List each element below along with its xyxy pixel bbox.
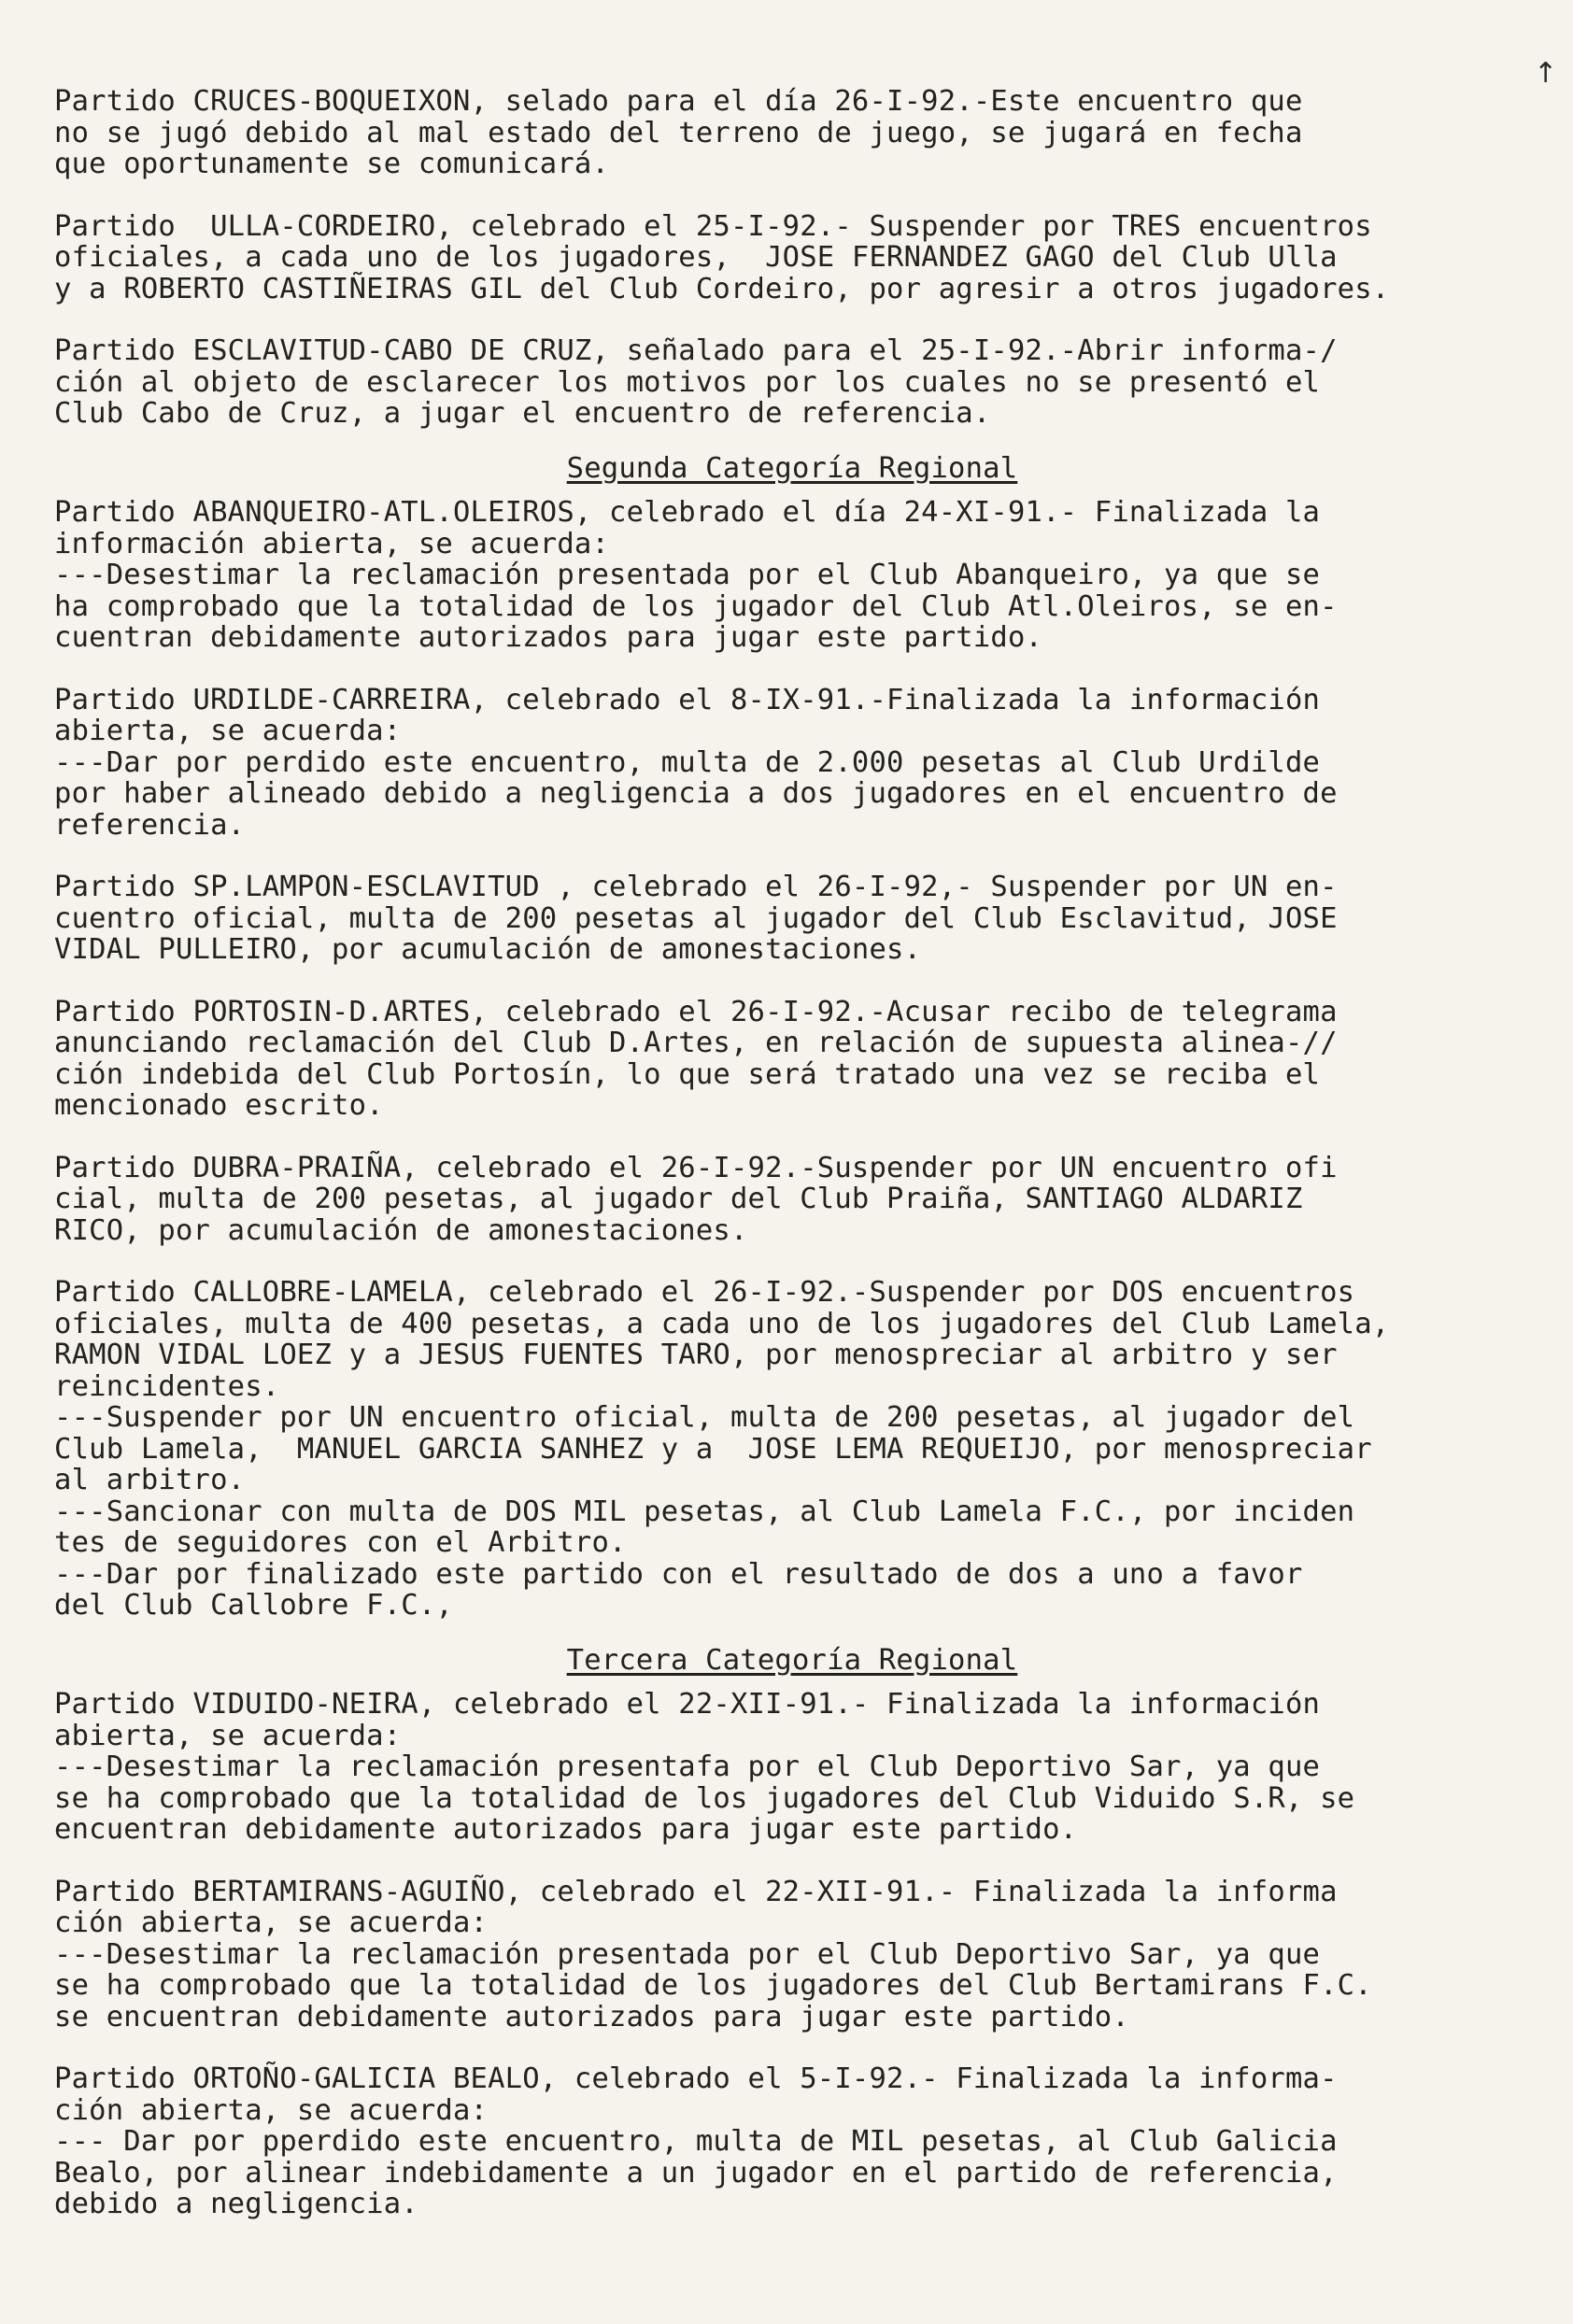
text-line: referencia. bbox=[54, 808, 246, 842]
text-line: Partido PORTOSIN-D.ARTES, celebrado el 26-I-92.-Acusar recibo de telegrama bbox=[54, 995, 1338, 1028]
text-line: Partido ABANQUEIRO-ATL.OLEIROS, celebrado el día 24-XI-91.- Finalizada la bbox=[54, 496, 1321, 529]
paragraph bbox=[54, 335, 1530, 430]
text-line: al arbitro. bbox=[54, 1464, 246, 1496]
text-line: ción al objeto de esclarecer los motivos por los cuales no se presentó el bbox=[54, 365, 1321, 399]
text-line: y a ROBERTO CASTIÑEIRAS GIL del Club Cordeiro, por agresir a otros jugadores. bbox=[54, 272, 1390, 305]
paragraph bbox=[54, 997, 1530, 1122]
paragraph bbox=[54, 1689, 1530, 1846]
text-line: RICO, por acumulación de amonestaciones. bbox=[54, 1213, 748, 1247]
text-line: tes de seguidores con el Arbitro. bbox=[54, 1526, 627, 1559]
document-body bbox=[54, 86, 1530, 2251]
text-line: ción abierta, se acuerda: bbox=[54, 2093, 489, 2127]
text-line: Partido ORTOÑO-GALICIA BEALO, celebrado el 5-I-92.- Finalizada la informa- bbox=[54, 2062, 1338, 2095]
text-line: reincidentes. bbox=[54, 1369, 280, 1403]
text-line: Partido BERTAMIRANS-AGUIÑO, celebrado el 22-XII-91.- Finalizada la informa bbox=[54, 1875, 1338, 1908]
text-line: Club Lamela, MANUEL GARCIA SANHEZ y a JOSE LEMA REQUEIJO, por menospreciar bbox=[54, 1432, 1372, 1466]
text-line: Partido ESCLAVITUD-CABO DE CRUZ, señalado para el 25-I-92.-Abrir informa-/ bbox=[54, 334, 1338, 367]
paragraph bbox=[54, 86, 1530, 180]
text-line: Partido CALLOBRE-LAMELA, celebrado el 26-I-92.-Suspender por DOS encuentros bbox=[54, 1276, 1355, 1309]
text-line: se encuentran debidamente autorizados para jugar este partido. bbox=[54, 2000, 1129, 2034]
text-line: Club Cabo de Cruz, a jugar el encuentro de referencia. bbox=[54, 397, 991, 430]
text-line: abierta, se acuerda: bbox=[54, 715, 402, 747]
text-line: del Club Callobre F.C., bbox=[54, 1589, 453, 1622]
text-line: Partido URDILDE-CARREIRA, celebrado el 8-IX-91.-Finalizada la información bbox=[54, 683, 1321, 716]
text-line: ---Desestimar la reclamación presentafa por el Club Deportivo Sar, ya que bbox=[54, 1750, 1321, 1783]
paragraph bbox=[54, 872, 1530, 966]
paragraph bbox=[54, 1277, 1530, 1622]
text-line: --- Dar por pperdido este encuentro, multa de MIL pesetas, al Club Galicia bbox=[54, 2125, 1338, 2158]
margin-arrow-mark: ↑ bbox=[1534, 57, 1558, 90]
text-line: cial, multa de 200 pesetas, al jugador del Club Praiña, SANTIAGO ALDARIZ bbox=[54, 1183, 1303, 1215]
text-line: Bealo, por alinear indebidamente a un jugador en el partido de referencia, bbox=[54, 2156, 1338, 2189]
text-line: ción indebida del Club Portosín, lo que será tratado una vez se reciba el bbox=[54, 1057, 1321, 1091]
text-line: ---Sancionar con multa de DOS MIL pesetas, al Club Lamela F.C., por inciden bbox=[54, 1495, 1355, 1528]
text-line: que oportunamente se comunicará. bbox=[54, 148, 610, 180]
text-line: Partido CRUCES-BOQUEIXON, selado para el día 26-I-92.-Este encuentro que bbox=[54, 85, 1303, 118]
text-line: ---Dar por perdido este encuentro, multa de 2.000 pesetas al Club Urdilde bbox=[54, 745, 1321, 779]
text-line: debido a negligencia. bbox=[54, 2188, 418, 2220]
text-line: ---Dar por finalizado este partido con el resultado de dos a uno a favor bbox=[54, 1557, 1303, 1591]
section-heading bbox=[54, 453, 1530, 485]
paragraph bbox=[54, 1877, 1530, 2034]
text-line: mencionado escrito. bbox=[54, 1089, 384, 1122]
text-line: Partido VIDUIDO-NEIRA, celebrado el 22-XII-91.- Finalizada la información bbox=[54, 1688, 1321, 1721]
text-line: información abierta, se acuerda: bbox=[54, 527, 610, 560]
paragraph bbox=[54, 1153, 1530, 1247]
text-line: RAMON VIDAL LOEZ y a JESUS FUENTES TARO, por menospreciar al arbitro y ser bbox=[54, 1339, 1338, 1371]
section-heading-text: Segunda Categoría Regional bbox=[566, 451, 1018, 485]
text-line: VIDAL PULLEIRO, por acumulación de amonestaciones. bbox=[54, 933, 922, 966]
text-line: cuentran debidamente autorizados para jugar este partido. bbox=[54, 621, 1043, 654]
paragraph bbox=[54, 497, 1530, 654]
section-heading-text: Tercera Categoría Regional bbox=[566, 1643, 1018, 1677]
section-heading bbox=[54, 1645, 1530, 1677]
text-line: Partido ULLA-CORDEIRO, celebrado el 25-I-92.- Suspender por TRES encuentros bbox=[54, 209, 1372, 243]
text-line: no se jugó debido al mal estado del terreno de juego, se jugará en fecha bbox=[54, 116, 1303, 149]
paragraph bbox=[54, 685, 1530, 842]
text-line: oficiales, a cada uno de los jugadores, JOSE FERNANDEZ GAGO del Club Ulla bbox=[54, 241, 1338, 274]
text-line: cuentro oficial, multa de 200 pesetas al jugador del Club Esclavitud, JOSE bbox=[54, 901, 1338, 935]
text-line: se ha comprobado que la totalidad de los jugadores del Club Bertamirans F.C. bbox=[54, 1969, 1372, 2002]
text-line: anunciando reclamación del Club D.Artes, en relación de supuesta alinea-// bbox=[54, 1027, 1338, 1059]
text-line: ---Suspender por UN encuentro oficial, multa de 200 pesetas, al jugador del bbox=[54, 1401, 1355, 1434]
text-line: ---Desestimar la reclamación presentada por el Club Abanqueiro, ya que se bbox=[54, 559, 1321, 591]
text-line: se ha comprobado que la totalidad de los jugadores del Club Viduido S.R, se bbox=[54, 1781, 1355, 1815]
paragraph bbox=[54, 2063, 1530, 2220]
text-line: Partido DUBRA-PRAIÑA, celebrado el 26-I-92.-Suspender por UN encuentro ofi bbox=[54, 1151, 1338, 1184]
text-line: oficiales, multa de 400 pesetas, a cada uno de los jugadores del Club Lamela, bbox=[54, 1307, 1390, 1340]
text-line: abierta, se acuerda: bbox=[54, 1719, 402, 1752]
text-line: ---Desestimar la reclamación presentada por el Club Deportivo Sar, ya que bbox=[54, 1937, 1321, 1971]
text-line: encuentran debidamente autorizados para jugar este partido. bbox=[54, 1813, 1078, 1846]
text-line: Partido SP.LAMPON-ESCLAVITUD , celebrado el 26-I-92,- Suspender por UN en- bbox=[54, 871, 1338, 903]
text-line: ha comprobado que la totalidad de los jugador del Club Atl.Oleiros, se en- bbox=[54, 589, 1338, 623]
paragraph bbox=[54, 211, 1530, 305]
text-line: por haber alineado debido a negligencia a dos jugadores en el encuentro de bbox=[54, 777, 1338, 810]
text-line: ción abierta, se acuerda: bbox=[54, 1906, 489, 1939]
